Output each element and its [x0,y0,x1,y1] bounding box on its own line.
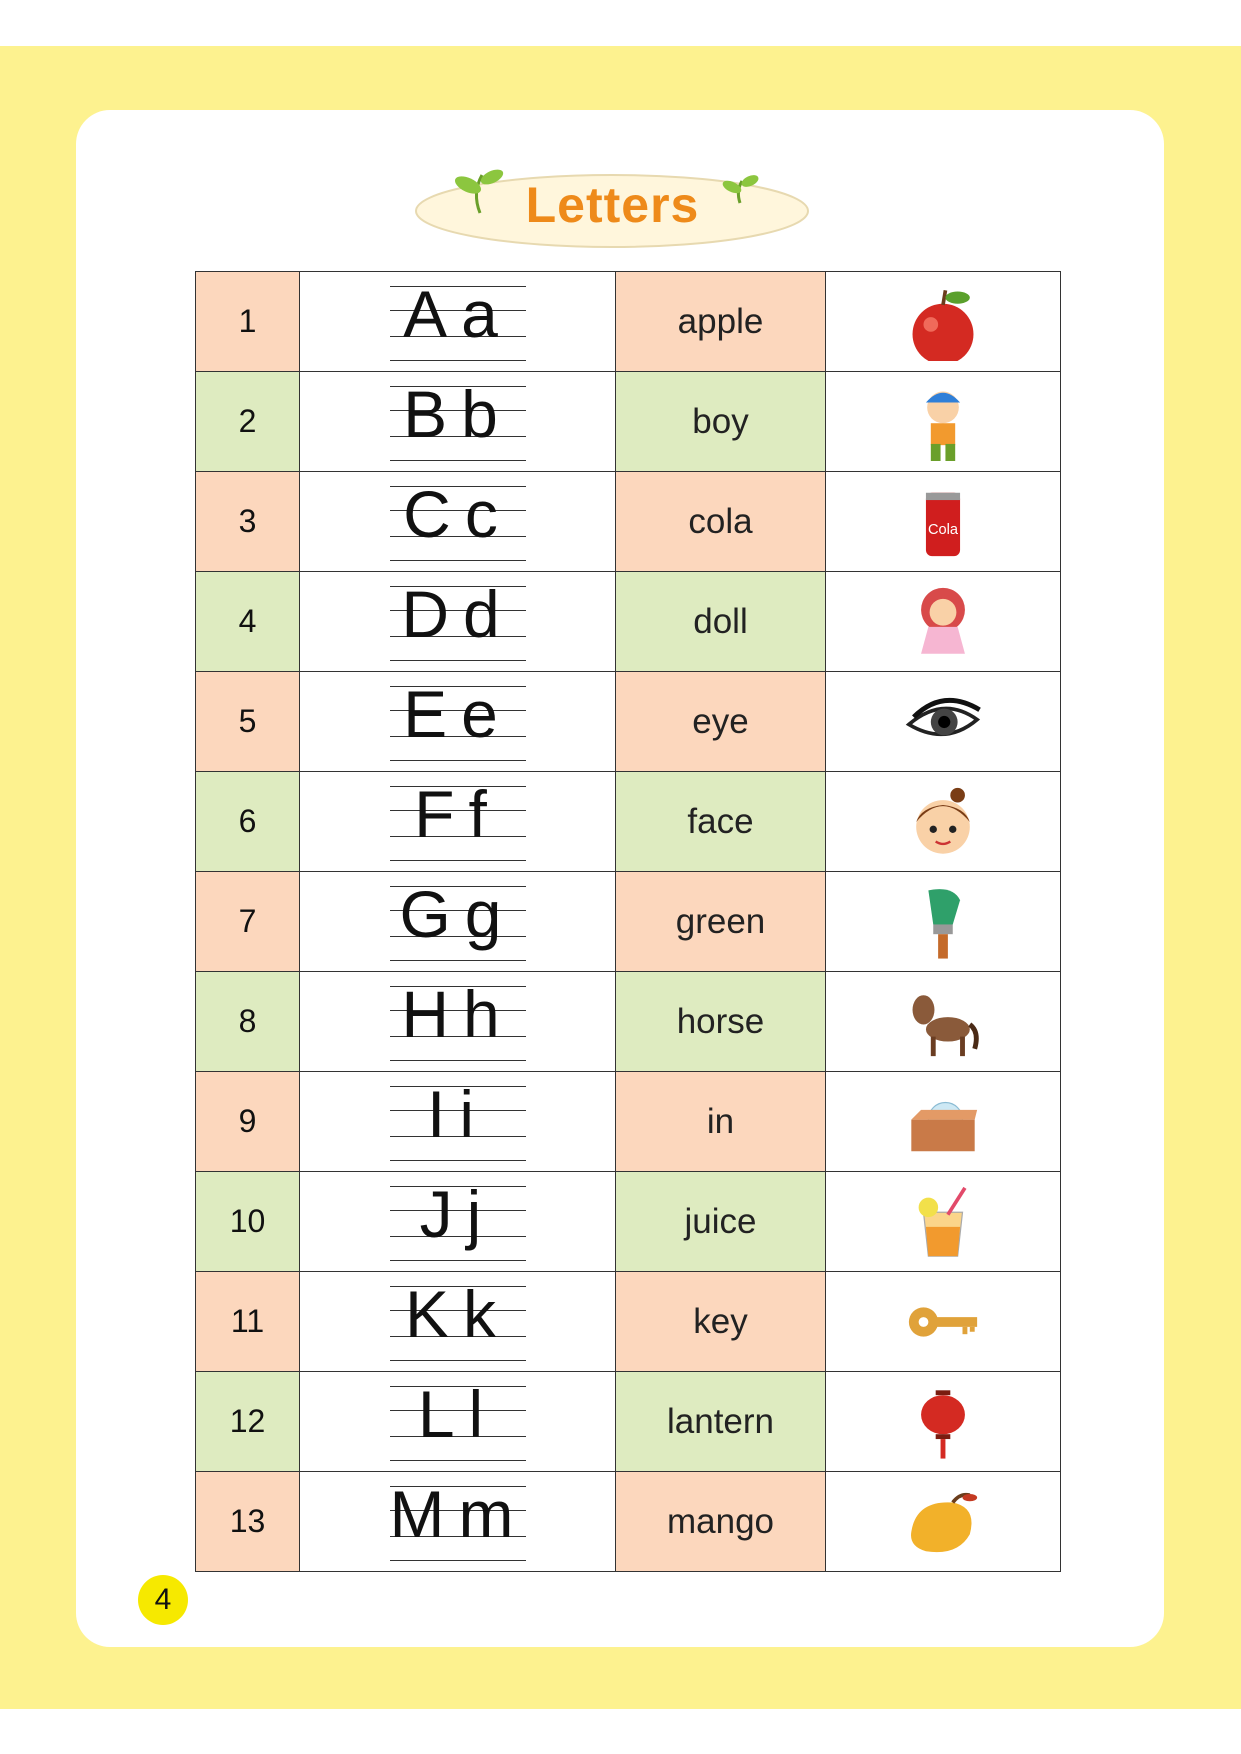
table-row [196,772,1061,872]
letter-writing-guide [300,672,616,772]
word-cell: mango [616,1472,826,1572]
letter-pair: Cc [403,476,512,551]
letter-pair: Aa [403,276,512,351]
letter-pair: Ee [403,676,512,751]
letter-pair: Mm [389,1476,528,1551]
letter-writing-guide [300,1472,616,1572]
row-number: 5 [196,672,300,772]
row-number: 7 [196,872,300,972]
picture-cell [826,1472,1061,1572]
table-row [196,372,1061,472]
word-cell: face [616,772,826,872]
horse-icon [904,983,982,1061]
letter-pair: Hh [401,976,514,1051]
table-row [196,972,1061,1072]
table-row [196,1272,1061,1372]
word-cell: in [616,1072,826,1172]
letter-pair: Jj [419,1176,496,1251]
table-row [196,572,1061,672]
row-number: 12 [196,1372,300,1472]
letter-pair: Kk [404,1276,511,1351]
letter-writing-guide [300,872,616,972]
eye-icon [904,683,982,761]
word-cell: apple [616,272,826,372]
word-cell: cola [616,472,826,572]
table-row [196,472,1061,572]
picture-cell [826,472,1061,572]
picture-cell [826,772,1061,872]
letter-pair: Gg [399,876,516,951]
word-cell: eye [616,672,826,772]
table-row [196,1372,1061,1472]
row-number: 2 [196,372,300,472]
letter-writing-guide [300,372,616,472]
page-title: Letters [525,177,700,233]
row-number: 13 [196,1472,300,1572]
row-number: 10 [196,1172,300,1272]
row-number: 6 [196,772,300,872]
letter-writing-guide [300,1072,616,1172]
table-row [196,272,1061,372]
word-cell: horse [616,972,826,1072]
juice-glass-icon [904,1183,982,1261]
row-number: 3 [196,472,300,572]
mango-icon [904,1483,982,1561]
picture-cell [826,1072,1061,1172]
cola-can-icon [904,483,982,561]
letter-writing-guide [300,1172,616,1272]
picture-cell [826,1272,1061,1372]
picture-cell [826,672,1061,772]
word-cell: key [616,1272,826,1372]
picture-cell [826,1372,1061,1472]
letter-writing-guide [300,272,616,372]
key-icon [904,1283,982,1361]
letter-writing-guide [300,772,616,872]
row-number: 11 [196,1272,300,1372]
word-cell: green [616,872,826,972]
letter-writing-guide [300,1372,616,1472]
letter-writing-guide [300,1272,616,1372]
letter-writing-guide [300,572,616,672]
row-number: 4 [196,572,300,672]
letter-pair: Dd [401,576,514,651]
row-number: 1 [196,272,300,372]
picture-cell [826,272,1061,372]
letter-writing-guide [300,972,616,1072]
picture-cell [826,372,1061,472]
lantern-icon [904,1383,982,1461]
letters-table [195,271,1061,1572]
word-cell: doll [616,572,826,672]
doll-icon [904,583,982,661]
table-row [196,1072,1061,1172]
letter-pair: Ll [417,1376,498,1451]
letter-pair: Ii [427,1076,488,1151]
row-number: 9 [196,1072,300,1172]
table-row [196,672,1061,772]
letter-pair: Bb [403,376,512,451]
picture-cell [826,572,1061,672]
apple-icon [904,283,982,361]
word-cell: boy [616,372,826,472]
green-paintbrush-icon [904,883,982,961]
table-row [196,872,1061,972]
word-cell: lantern [616,1372,826,1472]
svg-text:Cola: Cola [927,521,959,538]
boy-icon [904,383,982,461]
table-row [196,1472,1061,1572]
letter-writing-guide [300,472,616,572]
letter-pair: Ff [414,776,501,851]
page-number-badge: 4 [138,1575,188,1625]
row-number: 8 [196,972,300,1072]
table-row [196,1172,1061,1272]
picture-cell [826,872,1061,972]
face-icon [904,783,982,861]
picture-cell [826,1172,1061,1272]
ball-in-box-icon [904,1083,982,1161]
word-cell: juice [616,1172,826,1272]
picture-cell [826,972,1061,1072]
